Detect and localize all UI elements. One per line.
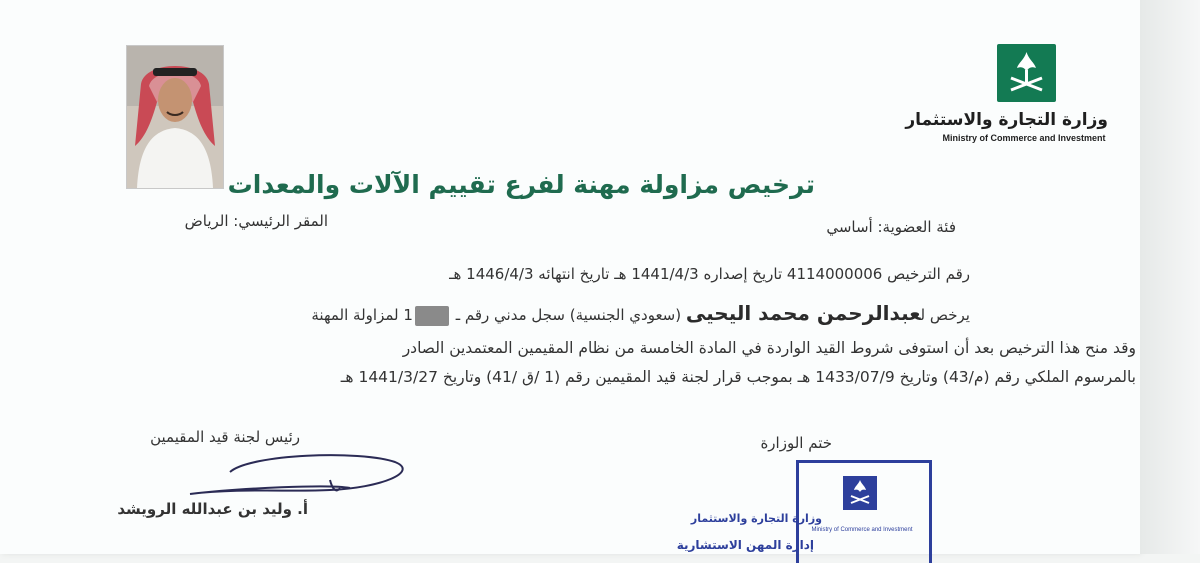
body-line-2: بالمرسوم الملكي رقم (م/43) وتاريخ 1433/07/9 هـ بموجب قرار لجنة قيد المقيمين رقم (1 /ق /41) وتاريخ 1441/3/27 هـ: [340, 368, 1136, 386]
stamp-ministry-en: Ministry of Commerce and Investment: [811, 527, 913, 533]
redacted-id: [415, 306, 449, 326]
grant-suffix: لمزاولة المهنة: [311, 306, 404, 324]
grant-middle: (سعودي الجنسية) سجل مدني رقم ـ: [455, 306, 686, 324]
license-info: رقم الترخيص 4114000006 تاريخ إصداره 1441/4/3 هـ تاريخ انتهائه 1446/4/3 هـ: [449, 265, 970, 283]
stamp-emblem-icon: [843, 476, 877, 510]
stamp-department: إدارة المهن الاستشارية: [676, 538, 814, 552]
ministry-emblem-icon: [997, 44, 1056, 102]
handwritten-signature: [180, 448, 410, 508]
membership-category: فئة العضوية: أساسي: [826, 218, 956, 236]
signatory-name: أ. وليد بن عبدالله الرويشد: [117, 500, 308, 518]
id-visible-digit: 1: [403, 306, 413, 324]
signatory-title: رئيس لجنة قيد المقيمين: [150, 428, 300, 446]
page-edge: [1140, 0, 1200, 554]
holder-name: عبدالرحمن محمد اليحيى: [685, 301, 921, 325]
grant-statement: [311, 301, 970, 326]
ministry-name-ar: وزارة التجارة والاستثمار: [905, 110, 1108, 130]
ministry-name-en: Ministry of Commerce and Investment: [942, 133, 1106, 143]
holder-photo: [126, 45, 224, 189]
grant-prefix: يرخص ل: [920, 306, 970, 324]
certificate-title: ترخيص مزاولة مهنة لفرع تقييم الآلات والمعدات: [227, 170, 815, 199]
headquarters: المقر الرئيسي: الرياض: [184, 212, 328, 230]
body-line-1: وقد منح هذا الترخيص بعد أن استوفى شروط القيد الواردة في المادة الخامسة من نظام المقيمين المعتمدين الصادر: [402, 339, 1136, 357]
stamp-ministry-ar: وزارة التجارة والاستثمار: [690, 512, 822, 525]
stamp-label: ختم الوزارة: [760, 434, 832, 452]
